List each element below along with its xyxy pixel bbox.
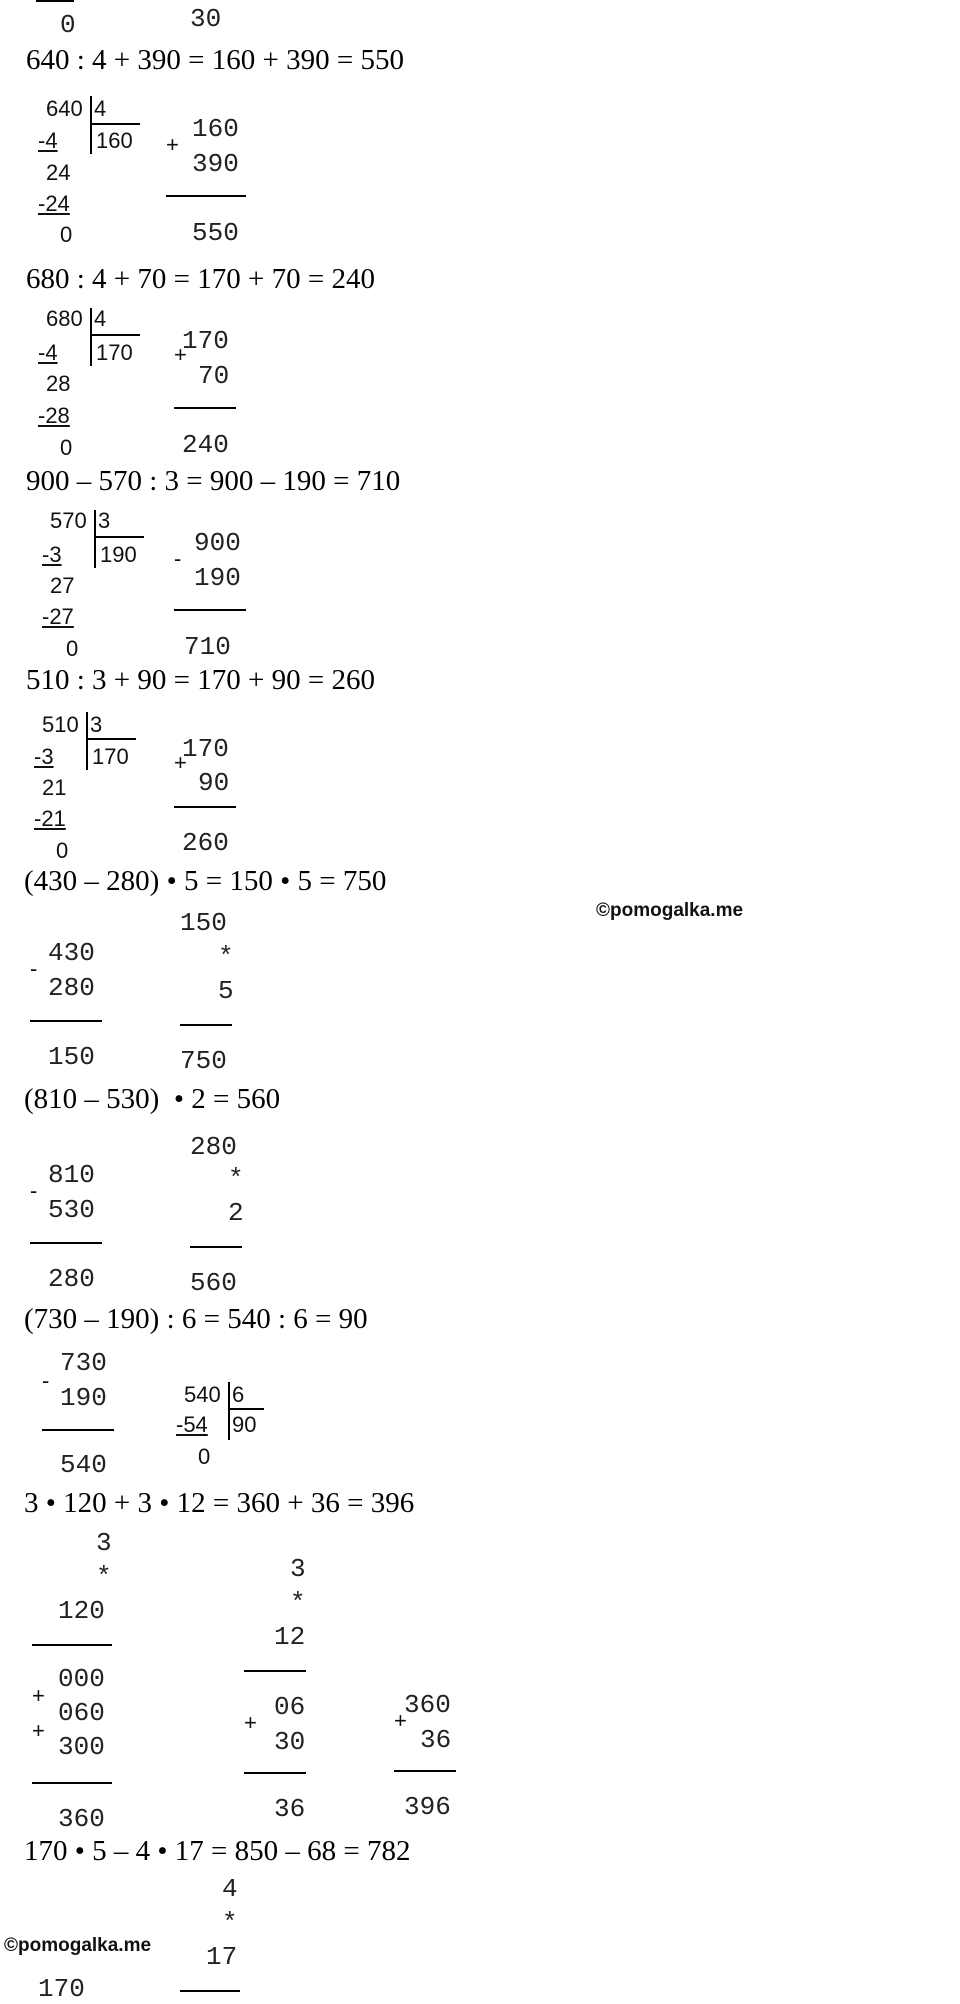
- result-rule: [166, 195, 246, 197]
- quotient: 90: [232, 1412, 257, 1437]
- division-bar: [86, 712, 88, 770]
- result: 360: [58, 1804, 105, 1834]
- quotient-rule: [230, 1408, 264, 1410]
- top-right-value: 30: [190, 4, 222, 34]
- step: -4: [38, 128, 58, 153]
- watermark: ©pomogalka.me: [596, 900, 744, 921]
- operand: 190: [194, 563, 241, 593]
- equation-9: 170 • 5 – 4 • 17 = 850 – 68 = 782: [24, 1835, 411, 1867]
- dividend: 540: [184, 1382, 221, 1407]
- partial-product: 300: [58, 1732, 105, 1762]
- step: -3: [34, 744, 54, 769]
- operand: 390: [192, 149, 239, 179]
- result: 710: [184, 632, 231, 662]
- divisor: 6: [232, 1382, 245, 1407]
- rule: [180, 1990, 240, 1992]
- operand: 170: [182, 326, 229, 356]
- operator: -: [30, 956, 38, 981]
- result: 240: [182, 430, 229, 460]
- operand: 120: [58, 1596, 105, 1626]
- top-left-value: 0: [60, 10, 76, 40]
- operator: -: [30, 1178, 38, 1203]
- result-rule: [32, 1782, 112, 1784]
- operator: *: [222, 1908, 238, 1938]
- operator: +: [244, 1710, 257, 1735]
- operand: 530: [48, 1195, 95, 1225]
- step: 0: [66, 636, 79, 661]
- operand: 2: [228, 1198, 244, 1228]
- step: 0: [60, 435, 73, 460]
- step: 0: [198, 1444, 211, 1469]
- operand: 4: [222, 1874, 238, 1904]
- result: 396: [404, 1792, 451, 1822]
- result: 36: [274, 1794, 306, 1824]
- equation-6: (810 – 530) • 2 = 560: [24, 1083, 281, 1115]
- rule: [32, 1644, 112, 1646]
- operator: +: [174, 342, 187, 367]
- step: 27: [50, 573, 75, 598]
- operand: 900: [194, 528, 241, 558]
- equation-1: 640 : 4 + 390 = 160 + 390 = 550: [26, 44, 404, 76]
- quotient-rule: [88, 738, 136, 740]
- dividend: 510: [42, 712, 79, 737]
- division-bar: [94, 510, 96, 568]
- result-rule: [174, 806, 236, 808]
- quotient: 170: [96, 340, 133, 365]
- operand: 160: [192, 114, 239, 144]
- equation-7: (730 – 190) : 6 = 540 : 6 = 90: [24, 1303, 368, 1335]
- equation-5: (430 – 280) • 5 = 150 • 5 = 750: [24, 865, 387, 897]
- operator: *: [228, 1164, 244, 1194]
- result: 560: [190, 1268, 237, 1298]
- partial-product: 30: [274, 1727, 306, 1757]
- step: 28: [46, 371, 71, 396]
- step: -54: [176, 1412, 208, 1437]
- operand: 3: [96, 1528, 112, 1558]
- operator: +: [394, 1708, 407, 1733]
- step: -28: [38, 403, 70, 428]
- dividend: 680: [46, 306, 83, 331]
- step: 0: [56, 838, 69, 863]
- result-rule: [190, 1246, 242, 1248]
- rule: [36, 0, 74, 2]
- quotient: 190: [100, 542, 137, 567]
- result-rule: [42, 1429, 114, 1431]
- divisor: 4: [94, 306, 107, 331]
- operator: +: [32, 1683, 45, 1708]
- result-rule: [180, 1024, 232, 1026]
- rule: [244, 1670, 306, 1672]
- result-rule: [394, 1770, 456, 1772]
- step: 24: [46, 160, 71, 185]
- operand: 5: [218, 976, 234, 1006]
- operand: 430: [48, 938, 95, 968]
- operator: *: [290, 1588, 306, 1618]
- operator: *: [96, 1562, 112, 1592]
- division-bar: [90, 96, 92, 154]
- equation-3: 900 – 570 : 3 = 900 – 190 = 710: [26, 465, 401, 497]
- operator: -: [42, 1368, 50, 1393]
- equation-8: 3 • 120 + 3 • 12 = 360 + 36 = 396: [24, 1487, 415, 1519]
- operand: 12: [274, 1622, 306, 1652]
- result: 260: [182, 828, 229, 858]
- result: 550: [192, 218, 239, 248]
- operator: *: [218, 942, 234, 972]
- operand: 730: [60, 1348, 107, 1378]
- result: 280: [48, 1264, 95, 1294]
- divisor: 3: [98, 508, 111, 533]
- result: 150: [48, 1042, 95, 1072]
- operator: +: [32, 1718, 45, 1743]
- operand: 17: [206, 1942, 238, 1972]
- operand: 150: [180, 908, 227, 938]
- operand: 3: [290, 1554, 306, 1584]
- quotient-rule: [96, 536, 144, 538]
- operand: 280: [48, 973, 95, 1003]
- result: 750: [180, 1046, 227, 1076]
- quotient-rule: [92, 123, 140, 125]
- dividend: 640: [46, 96, 83, 121]
- result: 540: [60, 1450, 107, 1480]
- partial-product: 000: [58, 1664, 105, 1694]
- step: -27: [42, 604, 74, 629]
- partial-product: 06: [274, 1692, 306, 1722]
- operand: 70: [198, 361, 230, 391]
- step: -3: [42, 542, 62, 567]
- equation-2: 680 : 4 + 70 = 170 + 70 = 240: [26, 263, 375, 295]
- division-bar: [90, 308, 92, 366]
- operand: 170: [38, 1974, 85, 2004]
- operand: 810: [48, 1160, 95, 1190]
- operand: 190: [60, 1383, 107, 1413]
- divisor: 3: [90, 712, 103, 737]
- quotient: 170: [92, 744, 129, 769]
- result-rule: [174, 609, 246, 611]
- step: -21: [34, 806, 66, 831]
- division-bar: [228, 1382, 230, 1440]
- operand: 360: [404, 1690, 451, 1720]
- operand: 170: [182, 734, 229, 764]
- step: 21: [42, 775, 67, 800]
- step: -4: [38, 340, 58, 365]
- quotient-rule: [92, 334, 140, 336]
- operator: -: [174, 546, 182, 571]
- equation-4: 510 : 3 + 90 = 170 + 90 = 260: [26, 664, 375, 696]
- result-rule: [244, 1772, 306, 1774]
- result-rule: [174, 407, 236, 409]
- divisor: 4: [94, 96, 107, 121]
- step: -24: [38, 191, 70, 216]
- operand: 280: [190, 1132, 237, 1162]
- operator: +: [166, 132, 179, 157]
- result-rule: [30, 1020, 102, 1022]
- operand: 90: [198, 768, 230, 798]
- partial-product: 060: [58, 1698, 105, 1728]
- step: 0: [60, 222, 73, 247]
- result-rule: [30, 1242, 102, 1244]
- quotient: 160: [96, 128, 133, 153]
- operator: +: [174, 750, 187, 775]
- watermark: ©pomogalka.me: [4, 1935, 152, 1956]
- operand: 36: [420, 1725, 452, 1755]
- dividend: 570: [50, 508, 87, 533]
